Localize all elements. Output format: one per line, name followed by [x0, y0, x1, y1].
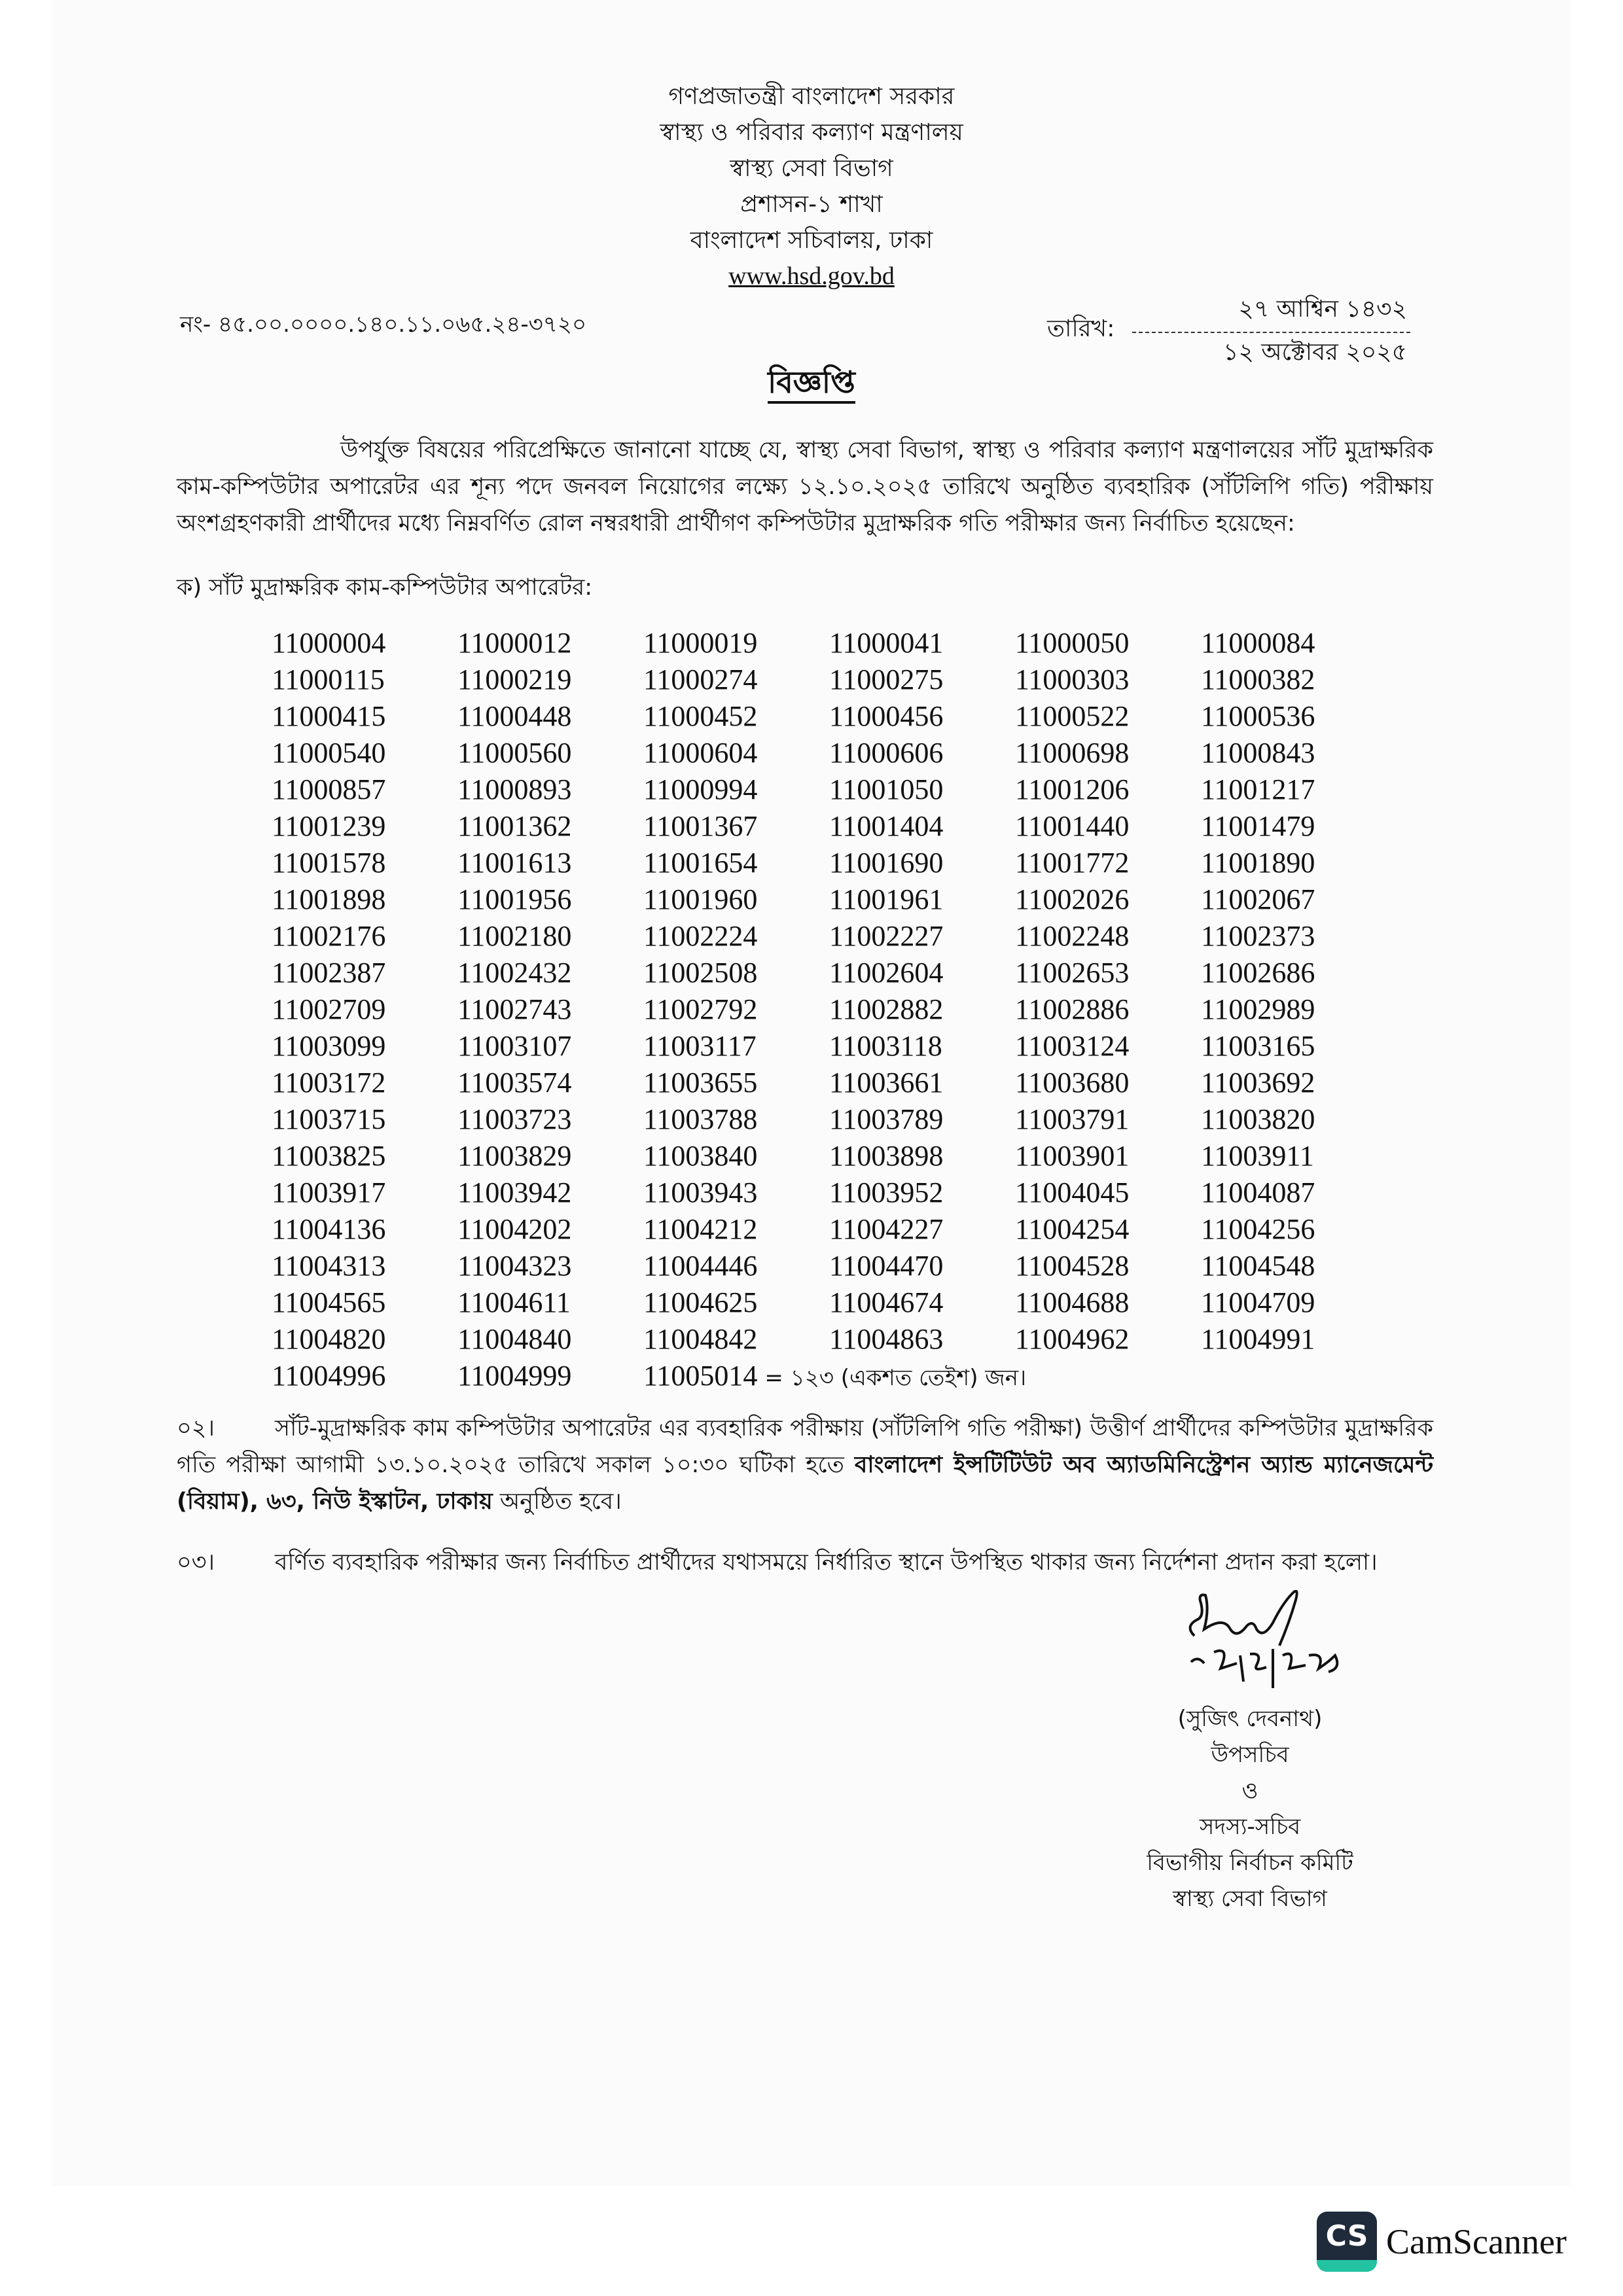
roll-number: 11000994: [643, 773, 758, 805]
roll-number: 11000698: [1015, 737, 1130, 769]
roll-number: 11003118: [829, 1030, 942, 1062]
roll-number: 11003172: [272, 1067, 386, 1099]
roll-number: 11003820: [1201, 1103, 1315, 1135]
roll-number: 11000893: [457, 773, 572, 805]
roll-number: 11000012: [457, 627, 572, 659]
roll-number: 11003692: [1201, 1067, 1315, 1099]
roll-number: 11001961: [829, 883, 944, 915]
roll-number: 11000448: [457, 700, 572, 732]
roll-number: 11003715: [272, 1103, 386, 1135]
table-row: [272, 955, 1387, 991]
roll-number: 11004688: [1015, 1286, 1130, 1318]
section-heading: ক) সাঁট মুদ্রাক্ষরিক কাম-কম্পিউটার অপারেটর:: [177, 574, 593, 601]
roll-number: 11004087: [1201, 1176, 1315, 1209]
roll-number: 11001404: [829, 810, 944, 842]
roll-number: 11001898: [272, 883, 386, 915]
roll-number: 11000219: [457, 663, 572, 696]
roll-number: 11004611: [457, 1286, 571, 1318]
table-row: [272, 1248, 1387, 1284]
paragraph-2-number: ০২।: [177, 1415, 215, 1441]
roll-number: 11000041: [829, 627, 944, 659]
roll-number: 11004996: [272, 1360, 386, 1392]
roll-number: 11004446: [643, 1250, 758, 1282]
exam-venue: বাংলাদেশ ইন্সটিটিউট অব অ্যাডমিনিস্ট্রেশন অ্যান্ড ম্যানেজমেন্ট (বিয়াম), ৬৩, নিউ ইস্কাটন, ঢাকায়: [177, 1452, 1433, 1515]
roll-number: 11002180: [457, 920, 572, 952]
roll-number: 11003942: [457, 1176, 572, 1209]
roll-number: 11003661: [829, 1067, 944, 1099]
roll-number: 11002026: [1015, 883, 1130, 915]
table-row: [272, 1065, 1387, 1101]
roll-number: 11002508: [643, 957, 758, 989]
roll-number: 11002743: [457, 993, 572, 1025]
roll-number: 11002227: [829, 920, 944, 952]
roll-number: 11000050: [1015, 627, 1130, 659]
roll-number: 11000522: [1015, 700, 1130, 732]
website-link[interactable]: www.hsd.gov.bd: [728, 262, 895, 290]
table-row: [272, 625, 1387, 662]
signatory-role: সদস্য-সচিব: [1199, 1814, 1301, 1840]
table-row: [272, 881, 1387, 918]
roll-number: 11003788: [643, 1103, 758, 1135]
roll-number: 11004840: [457, 1323, 572, 1355]
paragraph-2: [177, 1410, 1433, 1520]
roll-number: 11002373: [1201, 920, 1315, 952]
roll-number: 11004842: [643, 1323, 758, 1355]
roll-number: 11004470: [829, 1250, 944, 1282]
roll-number: 11004045: [1015, 1176, 1130, 1209]
signatory-designation: উপসচিব: [1211, 1742, 1289, 1768]
roll-number: 11001362: [457, 810, 572, 842]
table-row: [272, 1321, 1387, 1358]
roll-number: 11001772: [1015, 847, 1130, 879]
roll-number: 11003917: [272, 1176, 386, 1209]
roll-number: 11001578: [272, 847, 386, 879]
roll-number: 11000606: [829, 737, 944, 769]
table-row: [272, 1028, 1387, 1065]
roll-number: 11004565: [272, 1286, 386, 1318]
intro-paragraph: উপর্যুক্ত বিষয়ের পরিপ্রেক্ষিতে জানানো যাচ্ছে যে, স্বাস্থ্য সেবা বিভাগ, স্বাস্থ্য ও পরিবার কল্যাণ মন্ত্রণালয়ের সাঁট মুদ্রাক্ষরিক কাম-কম্পিউটার অপারেটর এর শূন্য পদে জনবল নিয়োগের লক্ষ্যে ১২.১০.২০২৫ তারিখে অনুষ্ঠিত ব্যবহারিক (সাঁটলিপি গতি) পরীক্ষায় অংশগ্রহণকারী প্রার্থীদের মধ্যে নিম্নবর্ণিত রোল নম্বরধারী প্রার্থীগণ কম্পিউটার মুদ্রাক্ষরিক গতি পরীক্ষার জন্য নির্বাচিত হয়েছেন:: [177, 437, 1433, 537]
office-address: বাংলাদেশ সচিবালয়, ঢাকা: [690, 227, 933, 254]
total-count: = ১২৩ (একশত তেইশ) জন।: [764, 1365, 1027, 1391]
signature-block: [1086, 1590, 1414, 1917]
roll-number: 11003107: [457, 1030, 572, 1062]
signatory-name: (সুজিৎ দেবনাথ): [1177, 1706, 1323, 1732]
roll-number: 11004625: [643, 1286, 758, 1318]
roll-number: 11002387: [272, 957, 386, 989]
roll-number: 11002653: [1015, 957, 1130, 989]
paragraph-2-text: সাঁট-মুদ্রাক্ষরিক কাম কম্পিউটার অপারেটর এর ব্যবহারিক পরীক্ষায় (সাঁটলিপি গতি পরীক্ষা) উত্তীর্ণ প্রার্থীদের কম্পিউটার মুদ্রাক্ষরিক গতি পরীক্ষা আগামী ১৩.১০.২০২৫ তারিখে সকাল ১০:৩০ ঘটিকা হতে: [177, 1415, 1433, 1478]
notice-title: বিজ্ঞপ্তি: [768, 364, 855, 404]
table-row: [272, 918, 1387, 955]
roll-number: 11003723: [457, 1103, 572, 1135]
roll-number: 11004323: [457, 1250, 572, 1282]
signatory-department: স্বাস্থ্য সেবা বিভাগ: [1173, 1886, 1327, 1912]
roll-number: 11003840: [643, 1140, 758, 1172]
roll-number: 11001239: [272, 810, 386, 842]
govt-name: গণপ্রজাতন্ত্রী বাংলাদেশ সরকার: [668, 83, 955, 110]
roll-number: 11000382: [1201, 663, 1315, 696]
notice-title-wrap: [0, 360, 1623, 410]
paragraph-3-text: বর্ণিত ব্যবহারিক পরীক্ষার জন্য নির্বাচিত প্রার্থীদের যথাসময়ে নির্ধারিত স্থানে উপস্থিত থাকার জন্য নির্দেশনা প্রদান করা হলো।: [275, 1549, 1378, 1576]
roll-number: 11001050: [829, 773, 944, 805]
roll-number: 11002432: [457, 957, 572, 989]
paragraph-3: [177, 1544, 1433, 1581]
date-bangla: ২৭ আশ্বিন ১৪৩২: [1238, 296, 1407, 323]
date-gregorian: ১২ অক্টোবর ২০২৫: [1223, 339, 1407, 366]
roll-number: 11004991: [1201, 1323, 1315, 1355]
roll-number: 11000857: [272, 773, 386, 805]
date-divider: [1132, 332, 1410, 333]
roll-number: 11003825: [272, 1140, 386, 1172]
roll-number: 11002067: [1201, 883, 1315, 915]
roll-number: 11003789: [829, 1103, 944, 1135]
roll-number: 11004136: [272, 1213, 386, 1245]
roll-number: 11002709: [272, 993, 386, 1025]
roll-number: 11001890: [1201, 847, 1315, 879]
table-row: [272, 1284, 1387, 1321]
roll-number: 11002604: [829, 957, 944, 989]
roll-number: 11000604: [643, 737, 758, 769]
date-label: তারিখ:: [1047, 315, 1115, 342]
table-row: [272, 698, 1387, 735]
roll-number: 11004820: [272, 1323, 386, 1355]
roll-number: 11000843: [1201, 737, 1315, 769]
roll-number: 11002882: [829, 993, 944, 1025]
division-name: স্বাস্থ্য সেবা বিভাগ: [730, 155, 893, 182]
roll-number: 11000452: [643, 700, 758, 732]
roll-number: 11000274: [643, 663, 758, 696]
roll-number-table: [272, 625, 1387, 1394]
table-row-last: [272, 1358, 1387, 1394]
table-row: [272, 1174, 1387, 1211]
roll-number: 11001479: [1201, 810, 1315, 842]
camscanner-watermark: CamScanner: [1386, 2222, 1567, 2261]
roll-number: 11003952: [829, 1176, 944, 1209]
table-row: [272, 991, 1387, 1028]
roll-number: 11000303: [1015, 663, 1130, 696]
roll-number: 11000084: [1201, 627, 1315, 659]
roll-number: 11004212: [643, 1213, 758, 1245]
roll-number: 11004962: [1015, 1323, 1130, 1355]
roll-number: 11000415: [272, 700, 386, 732]
roll-number: 11003901: [1015, 1140, 1130, 1172]
roll-number: 11000004: [272, 627, 386, 659]
roll-number: 11004999: [457, 1360, 572, 1392]
roll-number: 11002176: [272, 920, 386, 952]
memo-number: নং- ৪৫.০০.০০০০.১৪০.১১.০৬৫.২৪-৩৭২০: [180, 311, 587, 338]
signature-icon: [1132, 1590, 1368, 1701]
roll-number: 11004863: [829, 1323, 944, 1355]
table-row: [272, 771, 1387, 808]
roll-number: 11005014: [643, 1360, 758, 1392]
roll-number: 11001654: [643, 847, 758, 879]
table-row: [272, 662, 1387, 698]
roll-number: 11004227: [829, 1213, 944, 1245]
paragraph-2-end: অনুষ্ঠিত হবে।: [492, 1489, 622, 1515]
roll-number: 11003680: [1015, 1067, 1130, 1099]
roll-number: 11004709: [1201, 1286, 1315, 1318]
roll-number: 11003117: [643, 1030, 757, 1062]
table-row: [272, 735, 1387, 771]
roll-number: 11002886: [1015, 993, 1130, 1025]
roll-number: 11003165: [1201, 1030, 1315, 1062]
roll-number: 11000115: [272, 663, 385, 696]
roll-number: 11002989: [1201, 993, 1315, 1025]
roll-number: 11003124: [1015, 1030, 1130, 1062]
roll-number: 11004254: [1015, 1213, 1130, 1245]
roll-number: 11004528: [1015, 1250, 1130, 1282]
table-row: [272, 845, 1387, 881]
roll-number: 11000560: [457, 737, 572, 769]
roll-number: 11004548: [1201, 1250, 1315, 1282]
roll-number: 11004674: [829, 1286, 944, 1318]
paragraph-3-number: ০৩।: [177, 1549, 215, 1576]
roll-number: 11003829: [457, 1140, 572, 1172]
roll-number: 11003911: [1201, 1140, 1314, 1172]
roll-number: 11003898: [829, 1140, 944, 1172]
roll-number: 11000540: [272, 737, 386, 769]
ministry-name: স্বাস্থ্য ও পরিবার কল্যাণ মন্ত্রণালয়: [660, 119, 963, 146]
table-row: [272, 808, 1387, 845]
roll-number: 11001440: [1015, 810, 1130, 842]
table-row: [272, 1101, 1387, 1138]
roll-number: 11000019: [643, 627, 758, 659]
roll-number: 11003791: [1015, 1103, 1130, 1135]
roll-number: 11004313: [272, 1250, 386, 1282]
roll-number: 11001956: [457, 883, 572, 915]
roll-number: 11003655: [643, 1067, 758, 1099]
camscanner-logo-icon: CS: [1317, 2212, 1377, 2272]
roll-number: 11003099: [272, 1030, 386, 1062]
roll-number: 11003574: [457, 1067, 572, 1099]
table-row: [272, 1138, 1387, 1174]
roll-number: 11001690: [829, 847, 944, 879]
roll-number: 11002686: [1201, 957, 1315, 989]
roll-number: 11003943: [643, 1176, 758, 1209]
branch-name: প্রশাসন-১ শাখা: [740, 191, 883, 218]
roll-number: 11000275: [829, 663, 944, 696]
roll-number: 11000456: [829, 700, 944, 732]
letterhead: [0, 79, 1623, 294]
signatory-conjunction: ও: [1241, 1778, 1258, 1804]
date-block: [1047, 291, 1414, 366]
signatory-committee: বিভাগীয় নির্বাচন কমিটি: [1147, 1850, 1353, 1876]
roll-number: 11004202: [457, 1213, 572, 1245]
roll-number: 11001613: [457, 847, 572, 879]
roll-number: 11000536: [1201, 700, 1315, 732]
roll-number: 11002792: [643, 993, 758, 1025]
roll-number: 11001206: [1015, 773, 1130, 805]
roll-number: 11001367: [643, 810, 758, 842]
roll-number: 11001217: [1201, 773, 1315, 805]
roll-number: 11002248: [1015, 920, 1130, 952]
roll-number: 11002224: [643, 920, 758, 952]
table-row: [272, 1211, 1387, 1248]
roll-number: 11004256: [1201, 1213, 1315, 1245]
roll-number: 11001960: [643, 883, 758, 915]
